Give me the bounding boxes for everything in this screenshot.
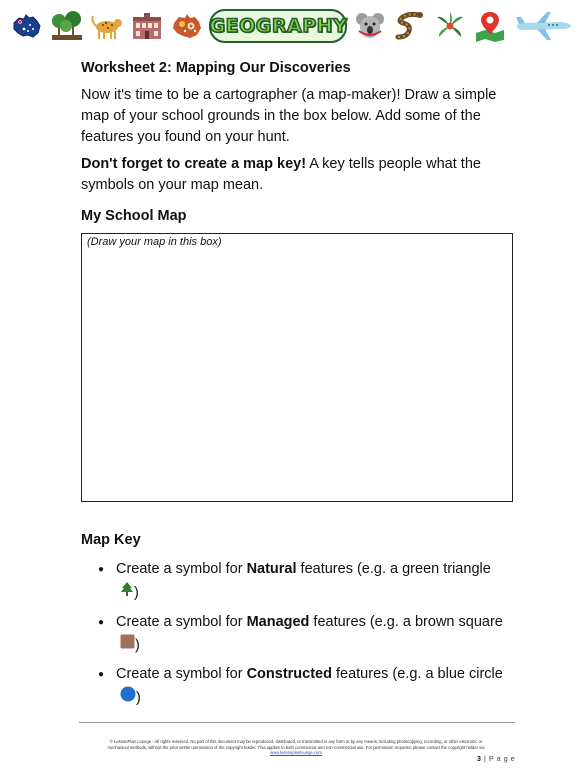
leopard-icon bbox=[90, 9, 124, 43]
map-heading: My School Map bbox=[81, 208, 187, 224]
footer-divider bbox=[79, 722, 515, 723]
map-key-heading: Map Key bbox=[81, 532, 141, 548]
copyright-line-2: mechanical methods, without the prior written permission of the copyright holder. This applies to both commercial and non-commercial use. For permission requests, please contact the copyright holder via bbox=[107, 744, 485, 750]
bullet: ● bbox=[98, 617, 105, 628]
reminder-text: A key tells people what the symbols on your map mean. bbox=[81, 156, 481, 193]
aboriginal-map-icon bbox=[170, 9, 204, 43]
list-item: ● Create a symbol for Constructed features (e.g. a blue circle ) bbox=[96, 663, 506, 710]
green-tree-icon bbox=[120, 581, 134, 605]
website-link[interactable]: www.lessonplanlounge.com bbox=[270, 750, 322, 756]
bullet: ● bbox=[98, 564, 105, 575]
brown-square-icon bbox=[120, 634, 135, 657]
reminder-bold: Don't forget to create a map key! bbox=[81, 156, 307, 172]
map-drawing-box[interactable] bbox=[81, 233, 513, 502]
rainforest-icon bbox=[50, 9, 84, 43]
worksheet-title: Worksheet 2: Mapping Our Discoveries bbox=[81, 60, 351, 76]
map-key-list bbox=[96, 558, 506, 716]
blue-circle-icon bbox=[120, 686, 136, 710]
jungle-plant-icon bbox=[433, 9, 467, 43]
heritage-building-icon bbox=[130, 9, 164, 43]
worksheet-content bbox=[81, 60, 514, 232]
reminder-paragraph bbox=[81, 154, 514, 196]
snake-icon bbox=[393, 9, 427, 43]
koala-icon bbox=[353, 9, 387, 43]
airplane-icon bbox=[513, 9, 573, 43]
bullet: ● bbox=[98, 669, 105, 681]
map-hint: (Draw your map in this box) bbox=[87, 236, 222, 248]
page-number: 3 | P a g e bbox=[477, 756, 516, 763]
copyright-footer bbox=[80, 739, 512, 756]
geography-title: GEOGRAPHY bbox=[209, 9, 347, 43]
list-item: ● Create a symbol for Natural features (e.g. a green triangle ) bbox=[96, 558, 506, 605]
header-banner bbox=[0, 0, 583, 52]
australia-map-icon bbox=[10, 9, 44, 43]
intro-paragraph: Now it's time to be a cartographer (a map-maker)! Draw a simple map of your school grounds in the box below. Add some of the features you found on your hunt. bbox=[81, 87, 497, 145]
map-pin-icon bbox=[473, 9, 507, 43]
list-item: ● Create a symbol for Managed features (e.g. a brown square ) bbox=[96, 611, 506, 657]
copyright-line-1: © LessonPlan Lounge - All rights reserved. No part of this document may be reproduced, distributed, or transmitted in any form or by any means, including photocopying, recording, or other electronic or bbox=[109, 739, 483, 744]
